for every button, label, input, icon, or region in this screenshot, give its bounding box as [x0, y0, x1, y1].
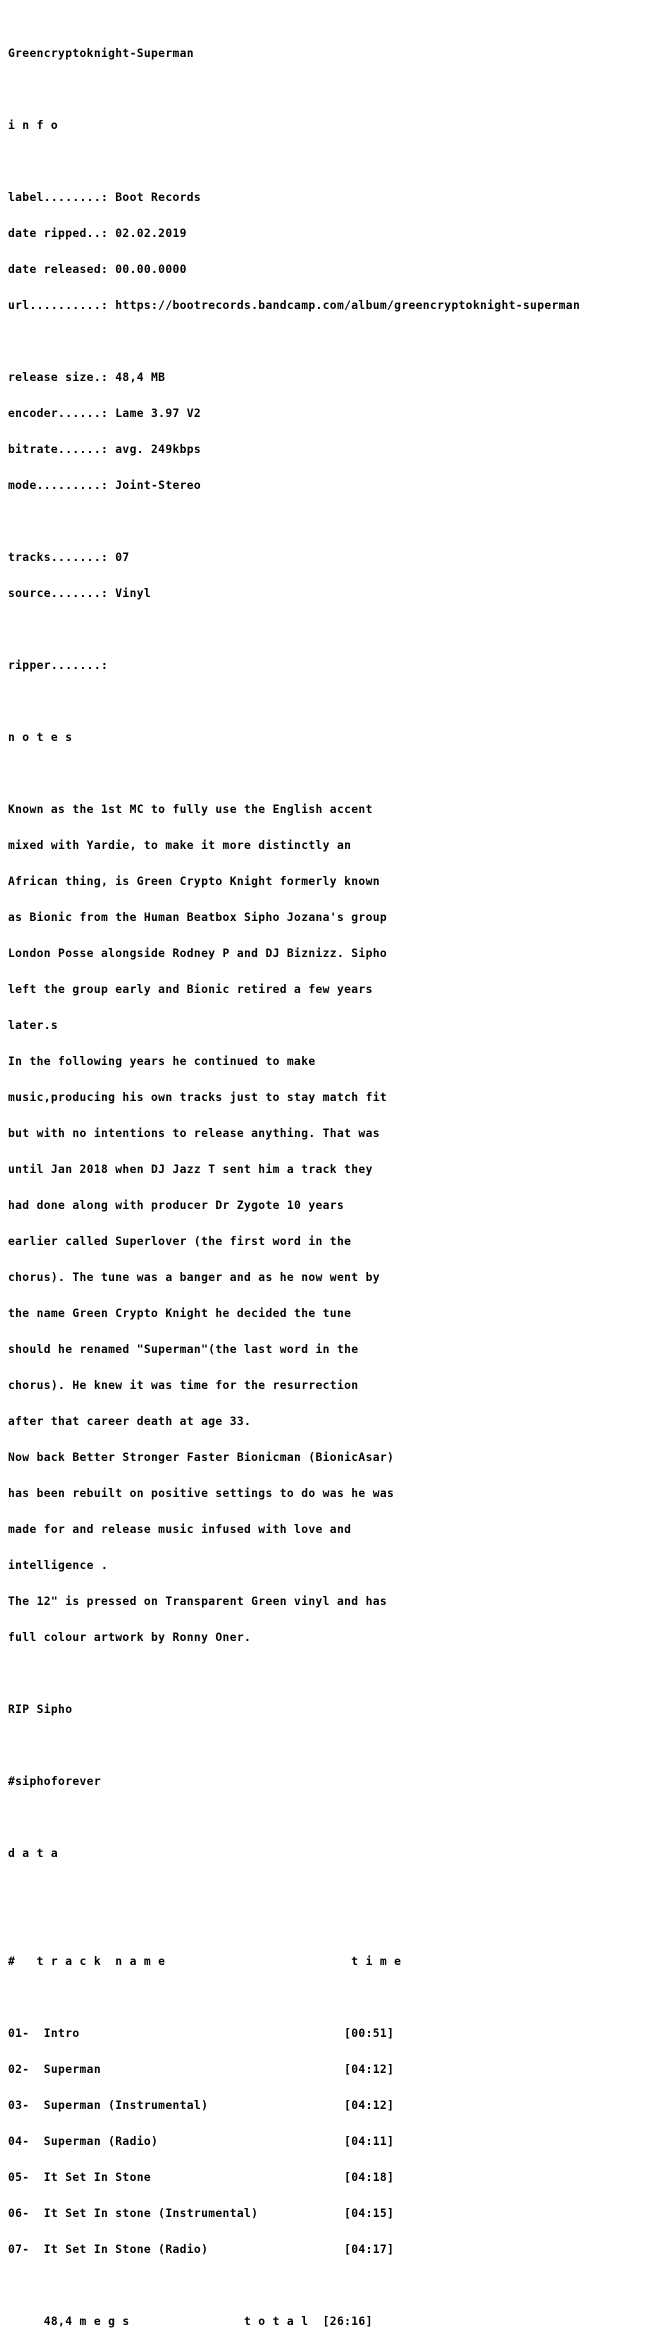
- mode-field: mode.........: Joint-Stereo: [8, 479, 202, 492]
- info-section-header: i n f o: [8, 119, 59, 132]
- notes-line: had done along with producer Dr Zygote 10 years: [8, 1199, 345, 1212]
- blank-line: [8, 1668, 580, 1680]
- track-row: 07- It Set In Stone (Radio) [04:17]: [8, 2243, 395, 2256]
- blank-line: [8, 156, 580, 168]
- bitrate-field: bitrate......: avg. 249kbps: [8, 443, 202, 456]
- blank-line: [8, 516, 580, 528]
- release-size-field: release size.: 48,4 MB: [8, 371, 166, 384]
- notes-line: In the following years he continued to make: [8, 1055, 316, 1068]
- total-line: 48,4 m e g s t o t a l [26:16]: [8, 2315, 373, 2328]
- blank-line: [8, 1740, 580, 1752]
- blank-line: [8, 624, 580, 636]
- notes-line: made for and release music infused with love and: [8, 1523, 352, 1536]
- notes-line: Known as the 1st MC to fully use the English accent: [8, 803, 373, 816]
- notes-line: the name Green Crypto Knight he decided the tune: [8, 1307, 352, 1320]
- encoder-field: encoder......: Lame 3.97 V2: [8, 407, 202, 420]
- notes-line: London Posse alongside Rodney P and DJ Biznizz. Sipho: [8, 947, 388, 960]
- notes-line: chorus). He knew it was time for the resurrection: [8, 1379, 359, 1392]
- track-row: 02- Superman [04:12]: [8, 2063, 395, 2076]
- notes-line: Now back Better Stronger Faster Bionicman (BionicAsar): [8, 1451, 395, 1464]
- notes-line: chorus). The tune was a banger and as he now went by: [8, 1271, 380, 1284]
- rip-line: RIP Sipho: [8, 1703, 73, 1716]
- ripper-field: ripper.......:: [8, 659, 109, 672]
- blank-line: [8, 2280, 580, 2292]
- blank-line: [8, 696, 580, 708]
- release-title: Greencryptoknight-Superman: [8, 47, 194, 60]
- notes-line: has been rebuilt on positive settings to do was he was: [8, 1487, 395, 1500]
- track-row: 05- It Set In Stone [04:18]: [8, 2171, 395, 2184]
- track-row: 04- Superman (Radio) [04:11]: [8, 2135, 395, 2148]
- notes-line: until Jan 2018 when DJ Jazz T sent him a track they: [8, 1163, 373, 1176]
- blank-line: [8, 1920, 580, 1932]
- notes-line: The 12" is pressed on Transparent Green vinyl and has: [8, 1595, 388, 1608]
- notes-section-header: n o t e s: [8, 731, 73, 744]
- tracklist-header: # t r a c k n a m e t i m e: [8, 1955, 402, 1968]
- blank-line: [8, 84, 580, 96]
- tracks-count-field: tracks.......: 07: [8, 551, 130, 564]
- blank-line: [8, 1884, 580, 1896]
- track-row: 06- It Set In stone (Instrumental) [04:15]: [8, 2207, 395, 2220]
- notes-line: African thing, is Green Crypto Knight formerly known: [8, 875, 380, 888]
- track-row: 01- Intro [00:51]: [8, 2027, 395, 2040]
- notes-line: intelligence .: [8, 1559, 109, 1572]
- url-field: url..........: https://bootrecords.bandcamp.com/album/greencryptoknight-superman: [8, 299, 581, 312]
- notes-line: mixed with Yardie, to make it more distinctly an: [8, 839, 352, 852]
- notes-line: as Bionic from the Human Beatbox Sipho Jozana's group: [8, 911, 388, 924]
- notes-line: music,producing his own tracks just to stay match fit: [8, 1091, 388, 1104]
- notes-line: but with no intentions to release anything. That was: [8, 1127, 380, 1140]
- blank-line: [8, 1992, 580, 2004]
- date-released-field: date released: 00.00.0000: [8, 263, 187, 276]
- hashtag-line: #siphoforever: [8, 1775, 101, 1788]
- date-ripped-field: date ripped..: 02.02.2019: [8, 227, 187, 240]
- notes-line: earlier called Superlover (the first word in the: [8, 1235, 352, 1248]
- notes-line: later.s: [8, 1019, 59, 1032]
- data-section-header: d a t a: [8, 1847, 59, 1860]
- blank-line: [8, 336, 580, 348]
- blank-line: [8, 1812, 580, 1824]
- nfo-text-document: [8, 24, 580, 2340]
- notes-line: after that career death at age 33.: [8, 1415, 252, 1428]
- notes-line: full colour artwork by Ronny Oner.: [8, 1631, 252, 1644]
- track-row: 03- Superman (Instrumental) [04:12]: [8, 2099, 395, 2112]
- blank-line: [8, 768, 580, 780]
- notes-line: left the group early and Bionic retired a few years: [8, 983, 373, 996]
- notes-line: should he renamed "Superman"(the last word in the: [8, 1343, 359, 1356]
- source-field: source.......: Vinyl: [8, 587, 152, 600]
- label-field: label........: Boot Records: [8, 191, 202, 204]
